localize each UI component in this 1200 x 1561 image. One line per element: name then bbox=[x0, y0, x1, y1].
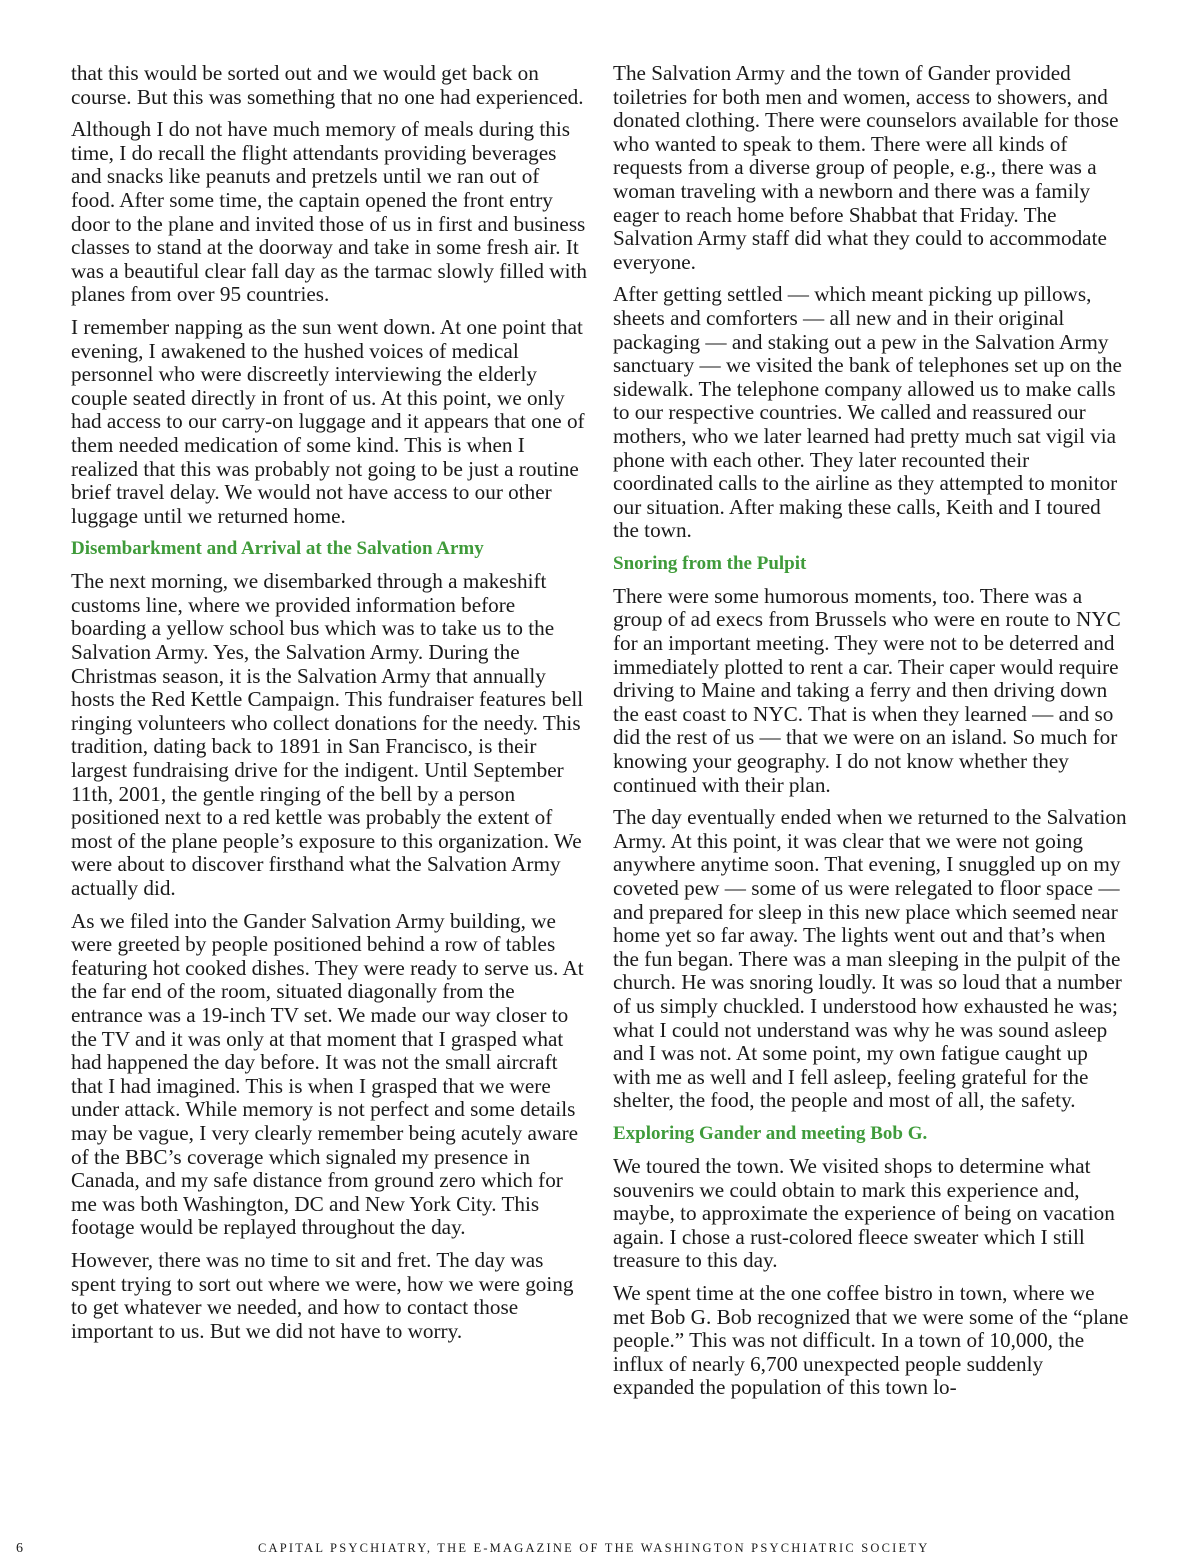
body-paragraph: After getting settled — which meant picking up pillows, sheets and comforters — all new and in their original packaging — and staking out a pew in the Salvation Army sanctuary — we visited the bank of telephones set up on the sidewalk. The telephone company allowed us to make calls to our respective countries. We called and reassured our mothers, who we later learned had pretty much sat vigil via phone with each other. They later recounted their coordinated calls to the airline as they attempted to monitor our situation. After making these calls, Keith and I toured the town. bbox=[613, 282, 1122, 543]
body-paragraph: The day eventually ended when we returned to the Salvation Army. At this point, it was clear that we were not going anywhere anytime soon. That evening, I snuggled up on my coveted pew — some of us were relegated to floor space — and prepared for sleep in this new place which seemed near home yet so far away. The lights went out and that’s when the fun began. There was a man sleeping in the pulpit of the church. He was snoring loudly. It was so loud that a number of us simply chuckled. I understood how exhausted he was; what I could not understand was why he was sound asleep and I was not. At some point, my own fatigue caught up with me as well and I fell asleep, feeling grateful for the shelter, the food, the people and most of all, the safety. bbox=[613, 805, 1127, 1113]
body-paragraph: As we filed into the Gander Salvation Army building, we were greeted by people positioned behind a row of tables featuring hot cooked dishes. They were ready to serve us. At the far end of the room, situated diagonally from the entrance was a 19-inch TV set. We made our way closer to the TV and it was only at that moment that I grasped what had happened the day before. It was not the small aircraft that I had imagined. This is when I grasped that we were under attack. While memory is not perfect and some details may be vague, I very clearly remember being acutely aware of the BBC’s coverage which signaled my presence in Canada, and my safe distance from ground zero which for me was both Washington, DC and New York City. This footage would be replayed throughout the day. bbox=[71, 908, 584, 1240]
body-paragraph: However, there was no time to sit and fret. The day was spent trying to sort out where we were, how we were going to get whatever we needed, and how to contact those important to us. But we did not have to worry. bbox=[71, 1247, 574, 1343]
left-column bbox=[71, 62, 587, 1352]
body-paragraph: The Salvation Army and the town of Gander provided toiletries for both men and women, access to showers, and donated clothing. There were counselors available for those who wanted to speak to them. There were all kinds of requests from a diverse group of people, e.g., there was a woman traveling with a newborn and there was a family eager to reach home before Shabbat that Friday. The Salvation Army staff did what they could to accommodate everyone. bbox=[613, 61, 1119, 274]
section-heading: Disembarkment and Arrival at the Salvation Army bbox=[71, 538, 484, 560]
body-paragraph: The next morning, we disembarked through a makeshift customs line, where we provided information before boarding a yellow school bus which was to take us to the Salvation Army. Yes, the Salvation Army. During the Christmas season, it is the Salvation Army that annually hosts the Red Kettle Campaign. This fundraiser features bell ringing volunteers who collect donations for the needy. This tradition, dating back to 1891 in San Francisco, is their largest fundraising drive for the indigent. Until September 11th, 2001, the gentle ringing of the bell by a person positioned next to a red kettle was probably the extent of most of the plane people’s exposure to this organization. We were about to discover firsthand what the Salvation Army actually did. bbox=[71, 569, 584, 900]
section-heading: Snoring from the Pulpit bbox=[613, 552, 807, 574]
section-heading: Exploring Gander and meeting Bob G. bbox=[613, 1122, 928, 1144]
right-column bbox=[613, 62, 1129, 1409]
body-paragraph: Although I do not have much memory of meals during this time, I do recall the flight attendants providing beverages and snacks like peanuts and pretzels until we ran out of food. After some time, the captain opened the front entry door to the plane and invited those of us in first and business classes to stand at the doorway and take in some fresh air. It was a beautiful clear fall day as the tarmac slowly filled with planes from over 95 countries. bbox=[71, 117, 587, 307]
body-paragraph: We spent time at the one coffee bistro in town, where we met Bob G. Bob recognized that we were some of the “plane people.” This was not difficult. In a town of 10,000, the influx of nearly 6,700 unexpected people suddenly expanded the population of this town lo- bbox=[613, 1280, 1129, 1400]
publication-title: CAPITAL PSYCHIATRY, THE E-MAGAZINE OF THE WASHINGTON PSYCHIATRIC SOCIETY bbox=[258, 1541, 930, 1555]
page-footer bbox=[0, 1541, 1200, 1561]
page-number: 6 bbox=[16, 1541, 23, 1556]
body-paragraph: I remember napping as the sun went down. At one point that evening, I awakened to the hushed voices of medical personnel who were discreetly interviewing the elderly couple seated directly in front of us. At this point, we only had access to our carry-on luggage and it appears that one of them needed medication of some kind. This is when I realized that this was probably not going to be just a routine brief travel delay. We would not have access to our other luggage until we returned home. bbox=[71, 314, 585, 528]
body-paragraph: There were some humorous moments, too. There was a group of ad execs from Brussels who were en route to NYC for an important meeting. They were not to be deterred and immediately plotted to rent a car. Their caper would require driving to Maine and taking a ferry and then driving down the east coast to NYC. That is when they learned — and so did the rest of us — that we were on an island. So much for knowing your geography. I do not know whether they continued with their plan. bbox=[613, 583, 1121, 797]
body-paragraph: that this would be sorted out and we would get back on course. But this was something that no one had experienced. bbox=[71, 61, 584, 109]
body-paragraph: We toured the town. We visited shops to determine what souvenirs we could obtain to mark this experience and, maybe, to approximate the experience of being on vacation again. I chose a rust-colored fleece sweater which I still treasure to this day. bbox=[613, 1153, 1115, 1273]
